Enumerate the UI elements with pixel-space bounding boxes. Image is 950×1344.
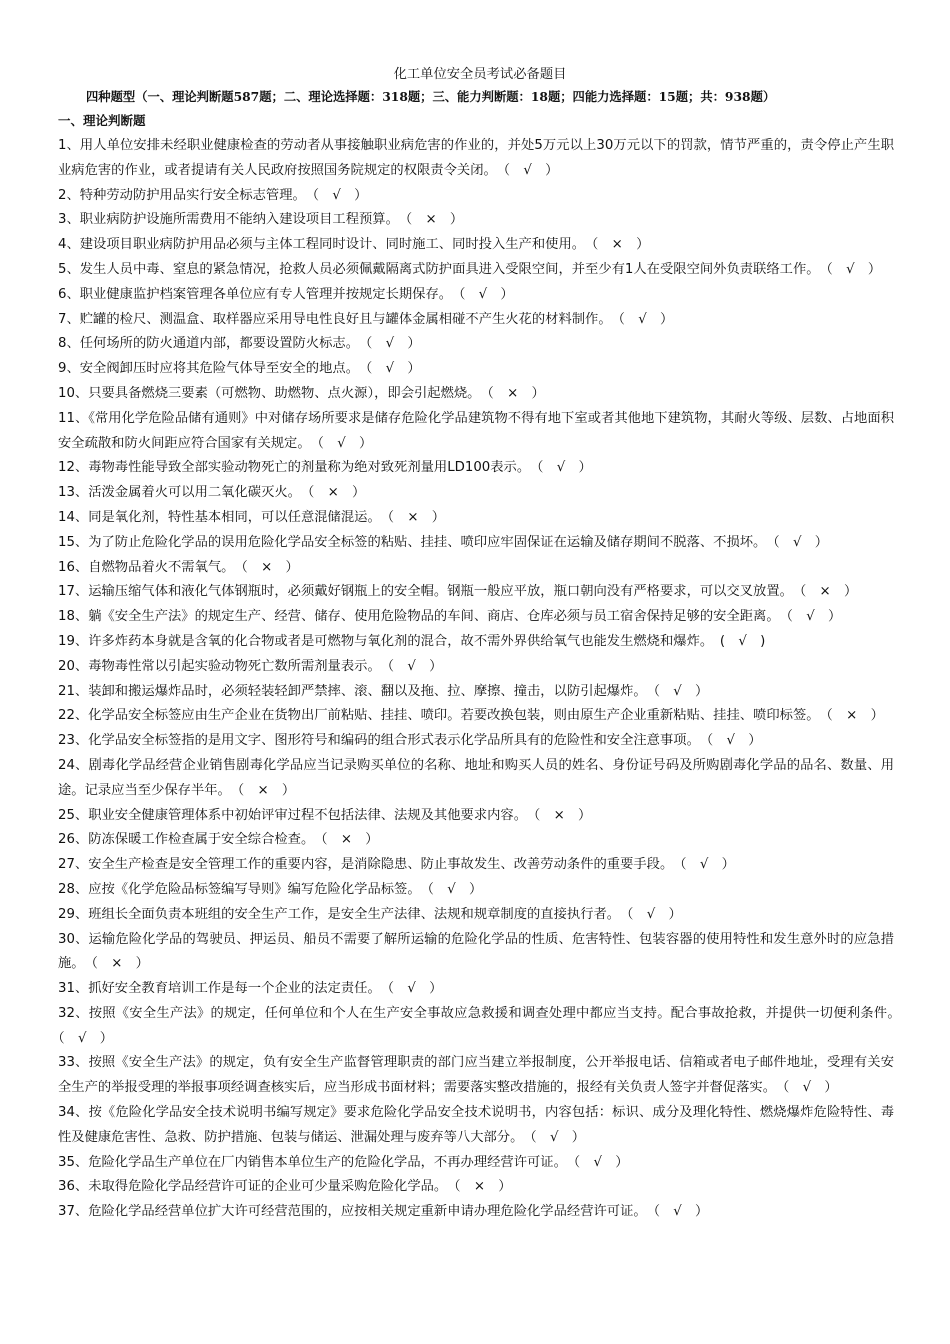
question-text: 3、职业病防护设施所需费用不能纳入建设项目工程预算。	[58, 212, 393, 228]
question-item	[58, 1200, 894, 1225]
question-text: 28、应按《化学危险品标签编写导则》编写危险化学品标签。	[58, 881, 414, 897]
question-answer: （ √ ）	[365, 336, 421, 352]
question-text: 19、许多炸药本身就是含氧的化合物或者是可燃物与氧化剂的混合，故不需外界供给氧气也能发生燃烧和爆炸。	[58, 633, 707, 649]
question-answer: （ × ）	[487, 385, 545, 401]
question-answer: （ √ ）	[573, 1154, 629, 1170]
question-answer: （ √ ）	[317, 435, 373, 451]
question-text: 26、防冻保暖工作检查属于安全综合检查。	[58, 832, 308, 848]
question-answer: ( √ )	[719, 633, 766, 649]
question-text: 31、抓好安全教育培训工作是每一个企业的法定责任。	[58, 981, 375, 997]
question-item	[58, 977, 894, 1002]
question-answer: （ √ ）	[387, 658, 443, 674]
question-answer: （ √ ）	[626, 906, 682, 922]
question-item	[58, 828, 894, 853]
question-text: 37、危险化学品经营单位扩大许可经营范围的，应按相关规定重新申请办理危险化学品经营许可证。	[58, 1204, 641, 1220]
question-item	[58, 184, 894, 209]
question-answer: （ × ）	[320, 832, 379, 848]
question-answer: （ √ ）	[503, 162, 559, 178]
question-text: 23、化学品安全标签指的是用文字、图形符号和编码的组合形式表示化学品所具有的危险性和安全注意事项。	[58, 733, 694, 749]
question-item	[58, 506, 894, 531]
question-text: 8、任何场所的防火通道内部，都要设置防火标志。	[58, 336, 353, 352]
question-answer: （ × ）	[826, 708, 884, 724]
question-text: 4、建设项目职业病防护用品必须与主体工程同时设计、同时施工、同时投入生产和使用。	[58, 237, 579, 253]
question-answer: （ × ）	[799, 584, 858, 600]
question-item	[58, 208, 894, 233]
question-answer: （ √ ）	[536, 460, 592, 476]
question-answer: （ √ ）	[312, 187, 368, 203]
question-answer: （ √ ）	[618, 311, 674, 327]
question-item	[58, 407, 894, 457]
question-answer: （ √ ）	[458, 286, 514, 302]
question-text: 35、危险化学品生产单位在厂内销售本单位生产的危险化学品，不再办理经营许可证。	[58, 1154, 561, 1170]
question-item	[58, 928, 894, 978]
question-text: 32、按照《安全生产法》的规定，任何单位和个人在生产安全事故应急救援和调查处理中都应当支持。配合事故抢救，并提供一切便利条件。	[58, 1005, 894, 1021]
question-item	[58, 456, 894, 481]
document-title: 化工单位安全员考试必备题目	[393, 67, 567, 82]
question-text: 22、化学品安全标签应由生产企业在货物出厂前粘贴、挂挂、喷印。若要改换包装，则由原生产企业重新粘贴、挂挂、喷印标签。	[58, 708, 813, 724]
question-answer: （ × ）	[453, 1179, 512, 1195]
question-item	[58, 903, 894, 928]
question-text: 16、自燃物品着火不需氧气。	[58, 559, 228, 575]
question-text: 29、班组长全面负责本班组的安全生产工作，是安全生产法律、法规和规章制度的直接执行者。	[58, 906, 614, 922]
question-text: 36、未取得危险化学品经营许可证的企业可少量采购危险化学品。	[58, 1179, 441, 1195]
question-item	[58, 804, 894, 829]
question-item	[58, 878, 894, 903]
question-item	[58, 283, 894, 308]
question-item	[58, 580, 894, 605]
question-answer: （ √ ）	[773, 534, 829, 550]
question-item	[58, 853, 894, 878]
question-text: 5、发生人员中毒、窒息的紧急情况，抢救人员必须佩戴隔离式防护面具进入受限空间，并至少有1人在受限空间外负责联络工作。	[58, 261, 813, 277]
question-item	[58, 332, 894, 357]
question-text: 20、毒物毒性常以引起实验动物死亡数所需剂量表示。	[58, 658, 375, 674]
question-text: 1、用人单位安排未经职业健康检查的劳动者从事接触职业病危害的作业的，并处5万元以上30万元以下的罚款，情节严重的，责令停止产生职业病危害的作业，或者提请有关人民政府按照国务院规定的权限责令关闭。	[58, 138, 894, 178]
question-answer: （ × ）	[533, 807, 592, 823]
question-item	[58, 258, 894, 283]
question-text: 17、运输压缩气体和液化气体钢瓶时，必须戴好钢瓶上的安全帽。钢瓶一般应平放，瓶口朝向没有严格要求，可以交叉放置。	[58, 584, 787, 600]
question-answer: （ √ ）	[530, 1129, 586, 1145]
question-item	[58, 1151, 894, 1176]
question-text: 11、《常用化学危险品储有通则》中对储存场所要求是储存危险化学品建筑物不得有地下室或者其他地下建筑物，其耐火等级、层数、占地面积安全疏散和防火间距应符合国家有关规定。	[58, 410, 894, 451]
question-item	[58, 630, 894, 655]
question-item	[58, 1175, 894, 1200]
question-answer: （ × ）	[387, 509, 446, 525]
question-text: 13、活泼金属着火可以用二氧化碳灭火。	[58, 485, 295, 501]
question-item	[58, 754, 894, 804]
question-answer: （ × ）	[91, 956, 149, 972]
question-text: 9、安全阀卸压时应将其危险气体导至安全的地点。	[58, 361, 353, 377]
question-item	[58, 357, 894, 382]
question-answer: （ √ ）	[427, 881, 483, 897]
question-text: 33、按照《安全生产法》的规定，负有安全生产监督管理职责的部门应当建立举报制度，公开举报电话、信箱或者电子邮件地址，受理有关安全生产的举报受理的举报事项经调查核实后，应当形成书面材料；需要落实整改措施的，报经有关负责人签字并督促落实。	[58, 1055, 894, 1096]
question-answer: （ √ ）	[826, 261, 882, 277]
question-answer: （ √ ）	[679, 857, 735, 873]
question-item	[58, 382, 894, 407]
question-text: 21、装卸和搬运爆炸品时，必须轻装轻卸严禁摔、滚、翻以及拖、拉、摩擦、撞击，以防引起爆炸。	[58, 683, 641, 699]
question-text: 30、运输危险化学品的驾驶员、押运员、船员不需要了解所运输的危险化学品的性质、危害特性、包装容器的使用特性和发生意外时的应急措施。	[58, 931, 894, 972]
question-item	[58, 1002, 894, 1052]
question-answer: （ × ）	[591, 237, 650, 253]
question-text: 10、只要具备燃烧三要素（可燃物、助燃物、点火源），即会引起燃烧。	[58, 385, 474, 401]
question-item	[58, 481, 894, 506]
question-text: 18、躺《安全生产法》的规定生产、经营、储存、使用危险物品的车间、商店、仓库必须与员工宿舍保持足够的安全距离。	[58, 609, 774, 625]
question-answer: （ √ ）	[387, 981, 443, 997]
question-item	[58, 1101, 894, 1151]
question-answer: （ × ）	[241, 559, 299, 575]
question-item	[58, 655, 894, 680]
question-item	[58, 308, 894, 333]
question-answer: （ √ ）	[782, 1080, 838, 1096]
question-text: 15、为了防止危险化学品的误用危险化学品安全标签的粘贴、挂挂、喷印应牢固保证在运输及储存期间不脱落、不损坏。	[58, 534, 760, 550]
question-item	[58, 1051, 894, 1101]
question-text: 27、安全生产检查是安全管理工作的重要内容，是消除隐患、防止事故发生、改善劳动条件的重要手段。	[58, 857, 667, 873]
section-heading: 一、理论判断题	[58, 113, 146, 128]
question-item	[58, 134, 894, 184]
question-answer: （ × ）	[405, 212, 464, 228]
question-answer: （ √ ）	[653, 683, 709, 699]
question-text: 24、剧毒化学品经营企业销售剧毒化学品应当记录购买单位的名称、地址和购买人员的姓名、身份证号码及所购剧毒化学品的品名、数量、用途。记录应当至少保存半年。	[58, 757, 894, 798]
question-text: 25、职业安全健康管理体系中初始评审过程不包括法律、法规及其他要求内容。	[58, 807, 521, 823]
question-item	[58, 605, 894, 630]
question-item	[58, 729, 894, 754]
question-answer: （ × ）	[237, 782, 296, 798]
question-text: 2、特种劳动防护用品实行安全标志管理。	[58, 187, 300, 203]
question-list	[58, 134, 894, 1225]
question-text: 12、毒物毒性能导致全部实验动物死亡的剂量称为绝对致死剂量用LD100表示。	[58, 460, 524, 476]
question-item	[58, 704, 894, 729]
question-item	[58, 556, 894, 581]
question-text: 34、按《危险化学品安全技术说明书编写规定》要求危险化学品安全技术说明书，内容包括：标识、成分及理化特性、燃烧爆炸危险特性、毒性及健康危害性、急救、防护措施、包装与储运、泄漏处理与废弃等八大部分。	[58, 1105, 894, 1145]
question-answer: （ √ ）	[786, 609, 842, 625]
document-subtitle: 四种题型（一、理论判断题587题；二、理论选择题：318题；三、能力判断题：18题；四能力选择题：15题；共：938题）	[86, 89, 776, 104]
question-answer: （ √ ）	[365, 361, 421, 377]
question-answer: （ √ ）	[706, 733, 762, 749]
question-text: 7、贮罐的检尺、测温盒、取样器应采用导电性良好且与罐体金属相碰不产生火花的材料制作。	[58, 311, 605, 327]
question-item	[58, 233, 894, 258]
question-answer: （ √ ）	[653, 1204, 709, 1220]
question-item	[58, 531, 894, 556]
question-item	[58, 680, 894, 705]
question-text: 6、职业健康监护档案管理各单位应有专人管理并按规定长期保存。	[58, 286, 446, 302]
question-text: 14、同是氧化剂，特性基本相同，可以任意混储混运。	[58, 509, 375, 525]
question-answer: （ √ ）	[58, 1030, 114, 1046]
question-answer: （ × ）	[307, 485, 366, 501]
